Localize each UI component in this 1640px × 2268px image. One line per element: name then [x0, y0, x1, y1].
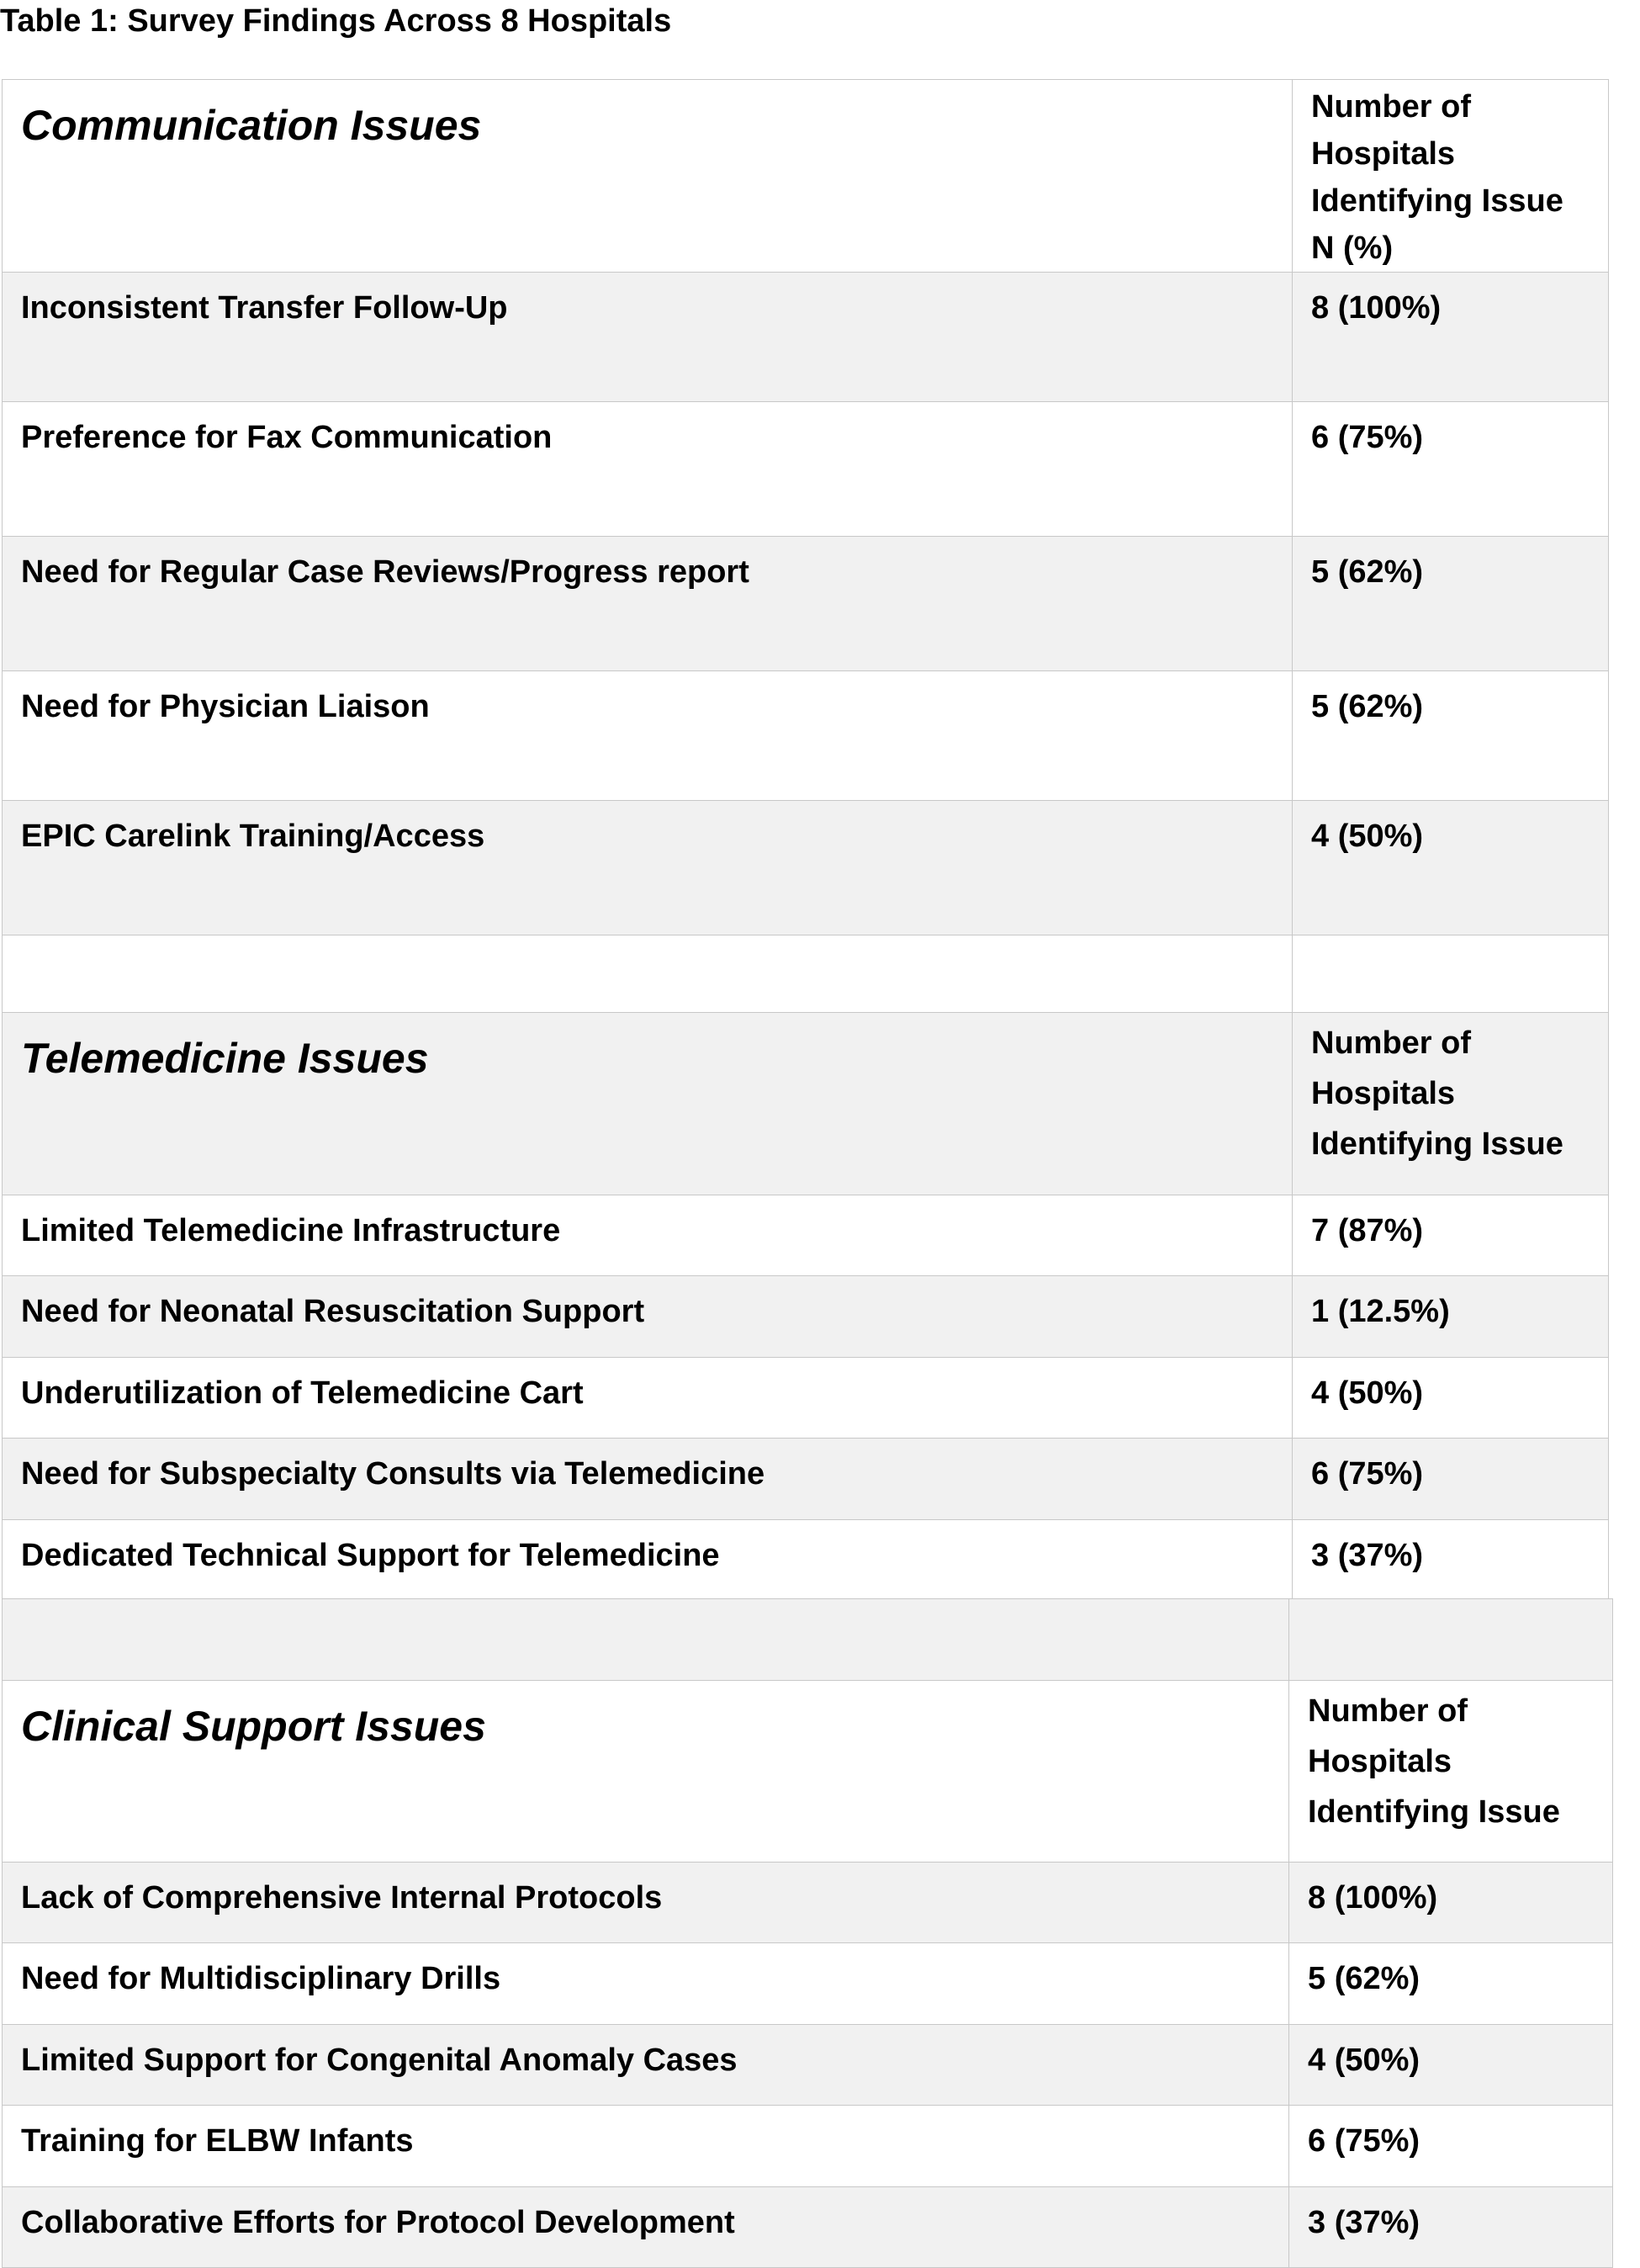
count-column-header: Number of Hospitals Identifying Issue	[1293, 1013, 1609, 1195]
issue-cell: Dedicated Technical Support for Telemedicine	[3, 1520, 1293, 1601]
empty-cell	[1293, 935, 1609, 1015]
count-cell: 5 (62%)	[1293, 671, 1609, 801]
empty-cell	[1289, 1599, 1613, 1681]
section-title: Clinical Support Issues	[3, 1681, 1289, 1863]
table-row	[3, 1358, 1609, 1439]
table-row	[3, 1195, 1609, 1276]
communication-issues-table	[2, 79, 1609, 1015]
clinical-support-issues-table	[2, 1598, 1613, 2268]
issue-cell: Underutilization of Telemedicine Cart	[3, 1358, 1293, 1439]
spacer-row	[3, 935, 1609, 1015]
table-caption: Table 1: Survey Findings Across 8 Hospitals	[0, 3, 672, 39]
count-cell: 6 (75%)	[1293, 1439, 1609, 1520]
count-cell: 5 (62%)	[1293, 537, 1609, 671]
count-cell: 5 (62%)	[1289, 1943, 1613, 2025]
count-cell: 8 (100%)	[1289, 1863, 1613, 1943]
section-title: Telemedicine Issues	[3, 1013, 1293, 1195]
issue-cell: Lack of Comprehensive Internal Protocols	[3, 1863, 1289, 1943]
count-cell: 6 (75%)	[1289, 2106, 1613, 2187]
count-cell: 4 (50%)	[1293, 801, 1609, 935]
table-row	[3, 537, 1609, 671]
issue-cell: Limited Telemedicine Infrastructure	[3, 1195, 1293, 1276]
issue-cell: Training for ELBW Infants	[3, 2106, 1289, 2187]
issue-cell: Limited Support for Congenital Anomaly Cases	[3, 2025, 1289, 2106]
empty-cell	[3, 935, 1293, 1015]
table-row	[3, 2106, 1613, 2187]
issue-cell: EPIC Carelink Training/Access	[3, 801, 1293, 935]
table-row	[3, 2187, 1613, 2268]
table-row	[3, 2025, 1613, 2106]
issue-cell: Preference for Fax Communication	[3, 402, 1293, 537]
issue-cell: Collaborative Efforts for Protocol Development	[3, 2187, 1289, 2268]
issue-cell: Need for Regular Case Reviews/Progress report	[3, 537, 1293, 671]
table-row	[3, 671, 1609, 801]
count-cell: 3 (37%)	[1289, 2187, 1613, 2268]
issue-cell: Need for Subspecialty Consults via Telemedicine	[3, 1439, 1293, 1520]
empty-cell	[3, 1599, 1289, 1681]
table-row	[3, 1276, 1609, 1358]
table-row	[3, 1863, 1613, 1943]
telemedicine-issues-table	[2, 1012, 1609, 1601]
section-header-row	[3, 1681, 1613, 1863]
table-row	[3, 1943, 1613, 2025]
issue-cell: Need for Neonatal Resuscitation Support	[3, 1276, 1293, 1358]
section-header-row	[3, 1013, 1609, 1195]
table-row	[3, 273, 1609, 402]
section-header-row	[3, 80, 1609, 273]
issue-cell: Inconsistent Transfer Follow-Up	[3, 273, 1293, 402]
count-cell: 4 (50%)	[1289, 2025, 1613, 2106]
table-row	[3, 402, 1609, 537]
section-title: Communication Issues	[3, 80, 1293, 273]
count-cell: 3 (37%)	[1293, 1520, 1609, 1601]
count-cell: 1 (12.5%)	[1293, 1276, 1609, 1358]
table-row	[3, 801, 1609, 935]
count-column-header: Number of Hospitals Identifying Issue N (%)	[1293, 80, 1609, 273]
table-row	[3, 1439, 1609, 1520]
issue-cell: Need for Physician Liaison	[3, 671, 1293, 801]
count-cell: 8 (100%)	[1293, 273, 1609, 402]
count-cell: 7 (87%)	[1293, 1195, 1609, 1276]
spacer-row	[3, 1599, 1613, 1681]
issue-cell: Need for Multidisciplinary Drills	[3, 1943, 1289, 2025]
count-cell: 4 (50%)	[1293, 1358, 1609, 1439]
count-cell: 6 (75%)	[1293, 402, 1609, 537]
table-row	[3, 1520, 1609, 1601]
count-column-header: Number of Hospitals Identifying Issue	[1289, 1681, 1613, 1863]
